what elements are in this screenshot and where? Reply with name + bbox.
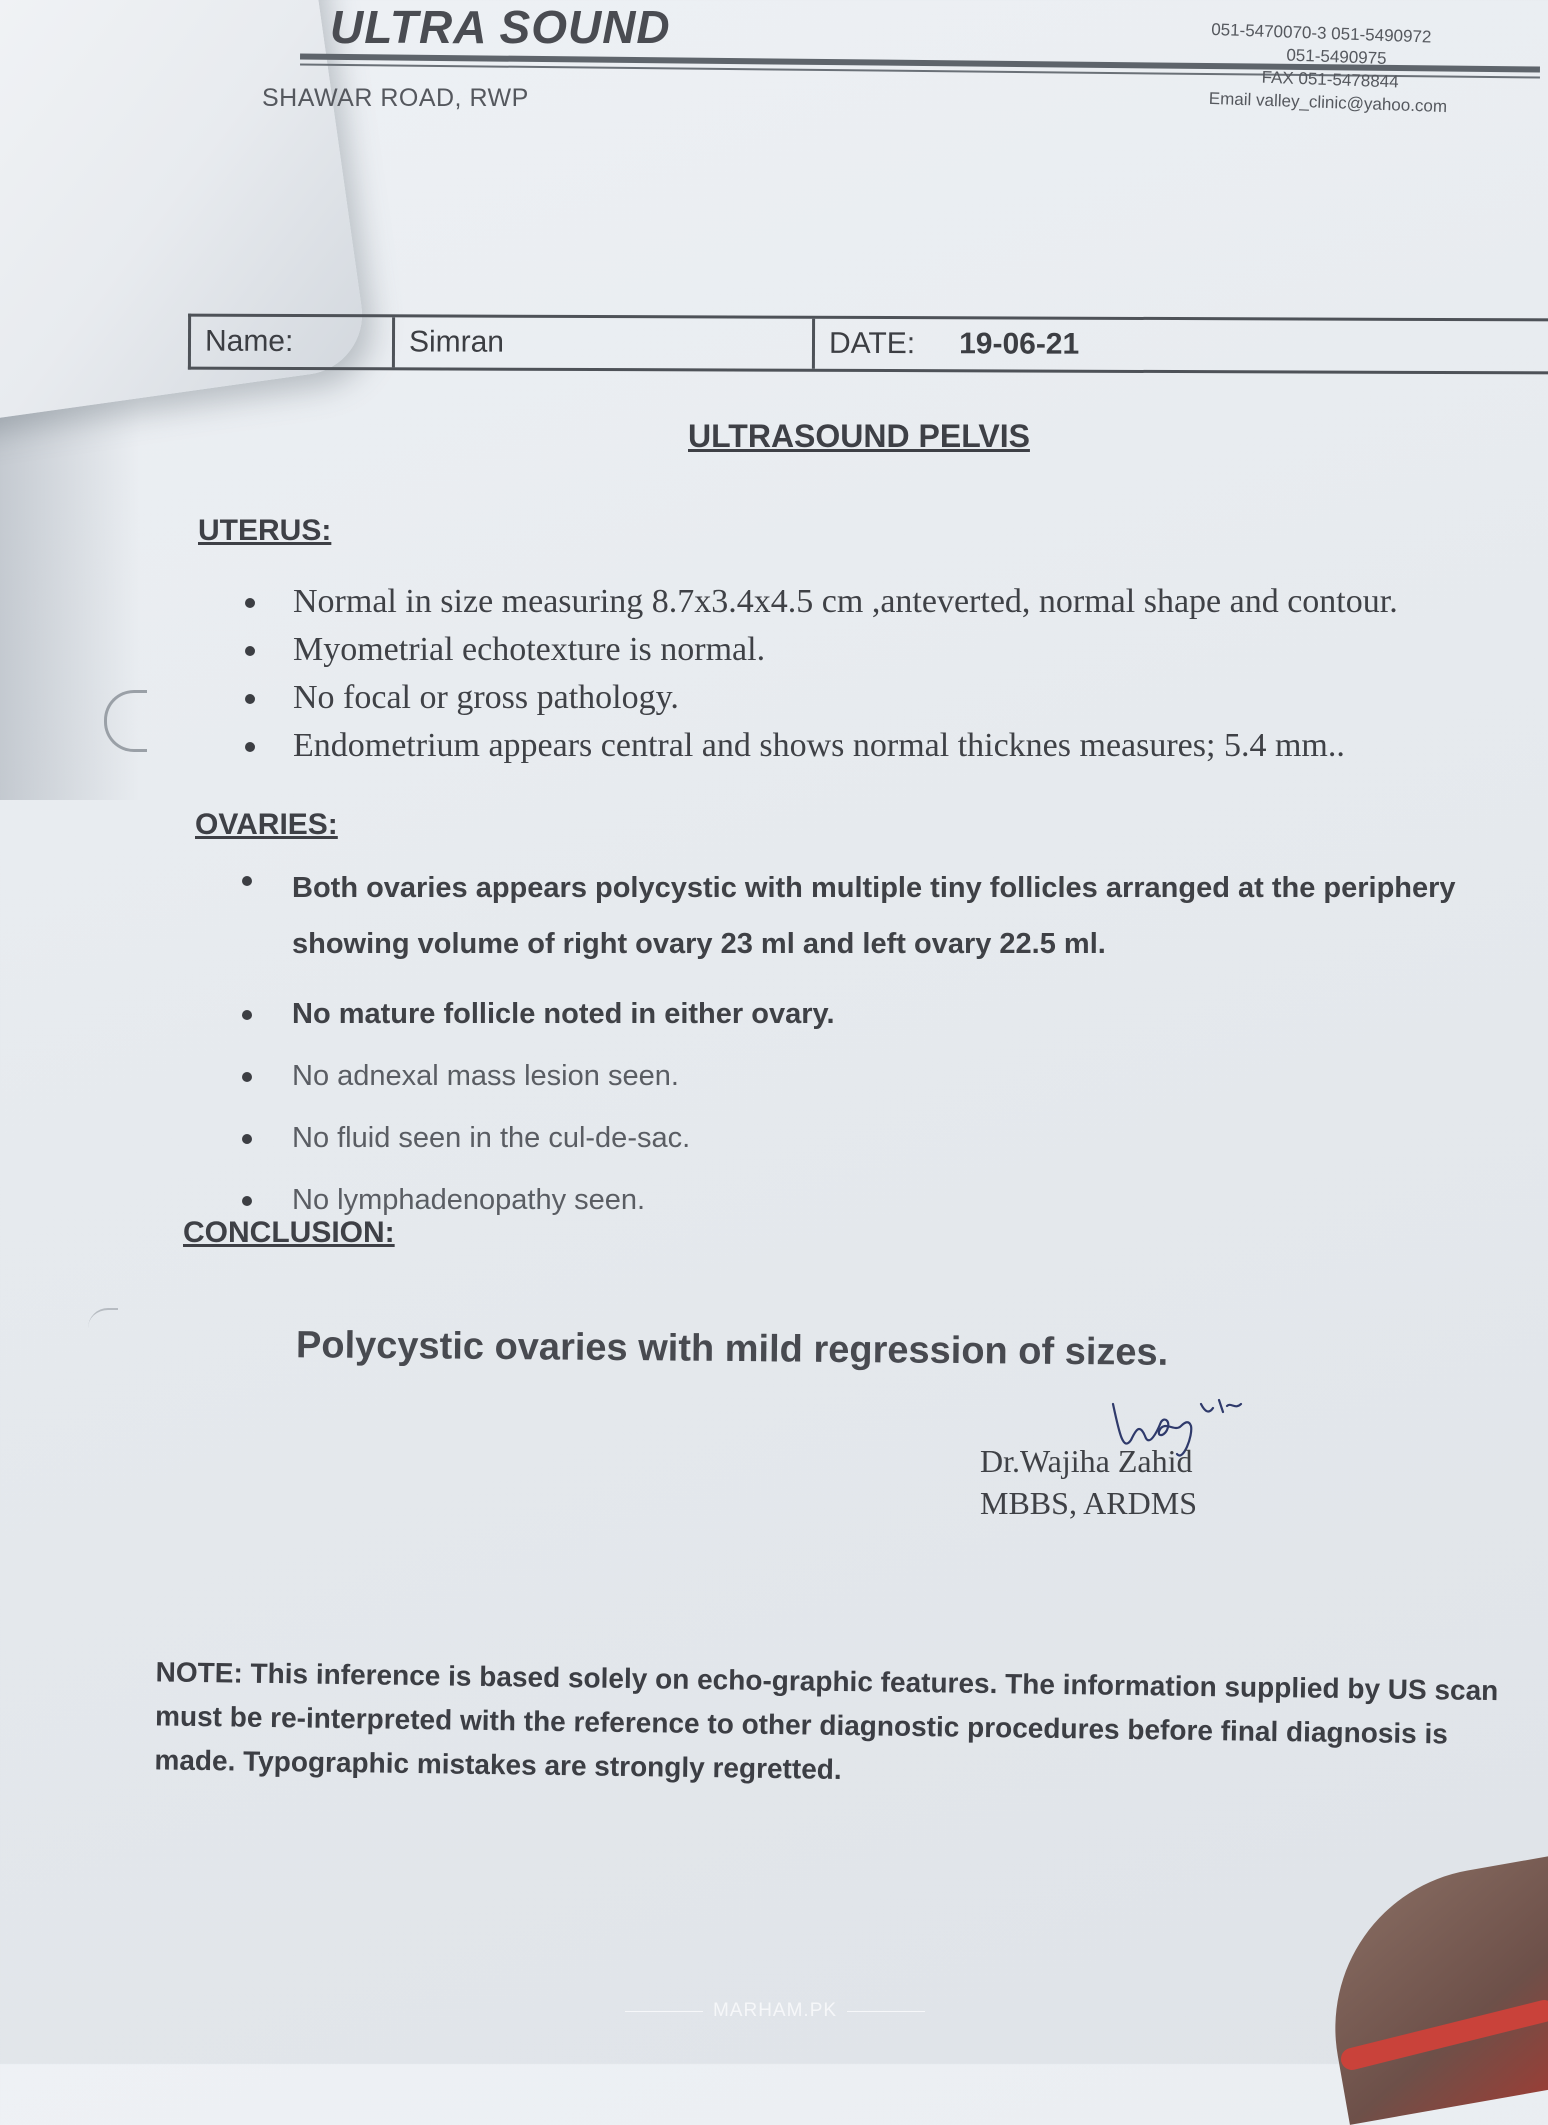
conclusion-text: Polycystic ovaries with mild regression of sizes. xyxy=(295,1324,1169,1374)
watermark-text: MARHAM.PK xyxy=(712,2000,838,2021)
clinic-contact xyxy=(1208,18,1449,118)
name-value: Simran xyxy=(395,317,815,368)
signature-block xyxy=(980,1440,1197,1524)
report-title: ULTRASOUND PELVIS xyxy=(688,418,1030,454)
fax-line: FAX 051-5478844 xyxy=(1261,67,1399,92)
phone-line-2: 051-5490975 xyxy=(1286,45,1387,68)
conclusion-heading: CONCLUSION: xyxy=(183,1216,395,1249)
punch-hole-faint xyxy=(88,1308,118,1330)
list-item: Endometrium appears central and shows normal thicknes measures; 5.4 mm.. xyxy=(245,726,1545,766)
date-cell xyxy=(815,319,1548,372)
uterus-heading: UTERUS: xyxy=(198,514,332,547)
patient-info-table xyxy=(188,314,1548,375)
phone-line-1: 051-5470070-3 051-5490972 xyxy=(1210,19,1432,47)
watermark-line-right xyxy=(847,2011,925,2012)
list-item: Myometrial echotexture is normal. xyxy=(245,630,1545,670)
ovaries-findings xyxy=(242,860,1542,1242)
ovaries-heading: OVARIES: xyxy=(195,808,338,841)
disclaimer-note: NOTE: This inference is based solely on echo-graphic features. The information supplied by US scan must be re-interpreted with the reference to other diagnostic procedures before final diagnosis is made. Typographic mistakes are strongly regretted. xyxy=(154,1656,1499,1785)
email-line: Email valley_clinic@yahoo.com xyxy=(1208,88,1448,117)
list-item: No lymphadenopathy seen. xyxy=(242,1180,1542,1220)
doctor-credentials: MBBS, ARDMS xyxy=(980,1485,1197,1521)
list-item: No focal or gross pathology. xyxy=(245,678,1545,718)
watermark-line-left xyxy=(625,2011,703,2012)
date-label: DATE: xyxy=(828,326,916,361)
clinic-address: SHAWAR ROAD, RWP xyxy=(262,84,529,112)
background-object xyxy=(1310,1853,1548,2125)
uterus-findings xyxy=(245,582,1545,774)
doctor-name: Dr.Wajiha Zahid xyxy=(980,1443,1193,1479)
date-value: 19-06-21 xyxy=(959,327,1080,361)
list-item: No mature follicle noted in either ovary. xyxy=(242,994,1542,1034)
watermark xyxy=(625,2000,925,2022)
list-item: No adnexal mass lesion seen. xyxy=(242,1056,1542,1096)
list-item: No fluid seen in the cul-de-sac. xyxy=(242,1118,1542,1158)
clinic-logo-text: ULTRA SOUND xyxy=(330,1,671,53)
name-label: Name: xyxy=(191,317,395,368)
list-item: Both ovaries appears polycystic with multiple tiny follicles arranged at the periphery showing volume of right ovary 23 ml and left ovary 22.5 ml. xyxy=(242,860,1542,972)
list-item: Normal in size measuring 8.7x3.4x4.5 cm ,anteverted, normal shape and contour. xyxy=(245,582,1545,622)
